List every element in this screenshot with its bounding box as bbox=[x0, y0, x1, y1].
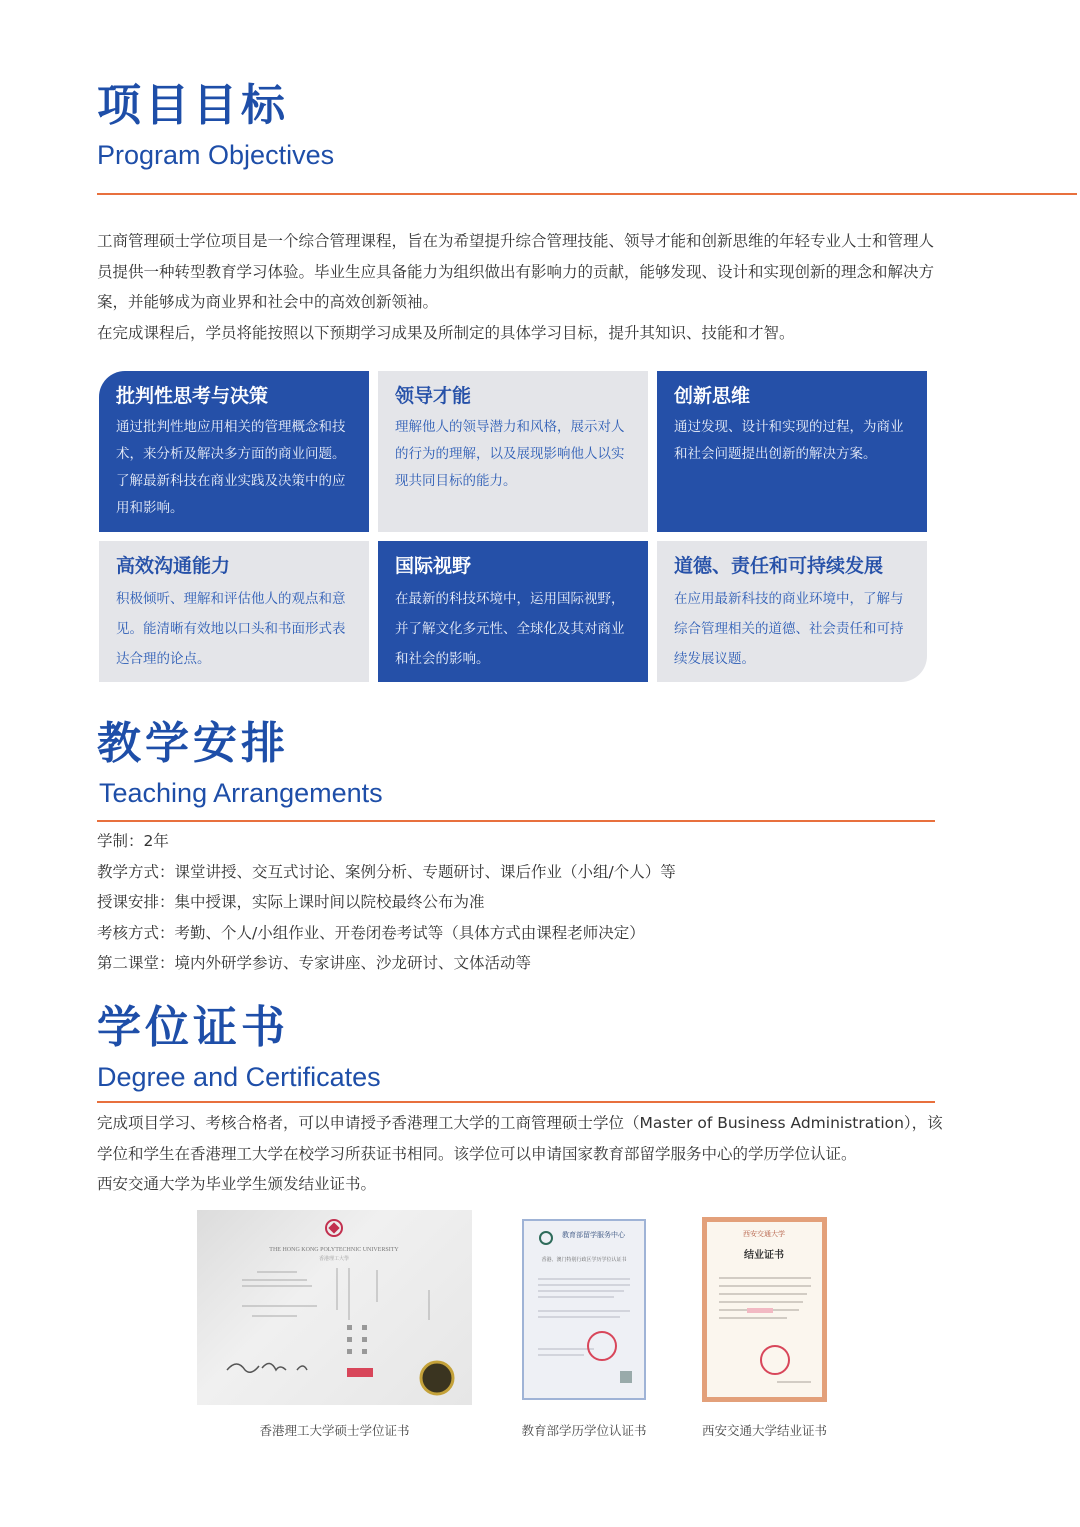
moe-verification-certificate-image bbox=[522, 1219, 646, 1400]
teaching-schedule: 授课安排：集中授课，实际上课时间以院校最终公布为准 bbox=[97, 893, 485, 911]
signature-icon bbox=[262, 1363, 286, 1370]
objectives-intro bbox=[97, 226, 947, 348]
objective-card-ethics bbox=[657, 541, 927, 682]
degree-title-zh: 学位证书 bbox=[97, 1002, 289, 1053]
signature-icon bbox=[297, 1366, 307, 1370]
card-body: 通过发现、设计和实现的过程，为商业和社会问题提出创新的解决方案。 bbox=[674, 419, 904, 462]
card-title: 高效沟通能力 bbox=[116, 555, 231, 577]
objective-card-leadership bbox=[378, 371, 648, 532]
card-body: 积极倾听、理解和评估他人的观点和意见。能清晰有效地以口头和书面形式表达合理的论点。 bbox=[116, 591, 346, 667]
teaching-duration: 学制：2年 bbox=[97, 832, 169, 850]
polyu-certificate-header: THE HONG KONG POLYTECHNIC UNIVERSITY bbox=[269, 1247, 399, 1253]
objectives-divider bbox=[97, 193, 1077, 195]
polyu-degree-certificate-image bbox=[197, 1210, 472, 1405]
moe-certificate-header: 教育部留学服务中心 bbox=[562, 1231, 625, 1239]
xjtu-certificate-illustration bbox=[707, 1222, 822, 1397]
polyu-certificate-header-zh: 香港理工大學 bbox=[318, 1256, 350, 1262]
objective-card-global-vision bbox=[378, 541, 648, 682]
degree-paragraph-1: 完成项目学习、考核合格者，可以申请授予香港理工大学的工商管理硕士学位（Master of Business Administration），该学位和学生在香港理工大学在校学习所获证书相同。该学位可以申请国家教育部留学服务中心的学历学位认证。 bbox=[97, 1114, 943, 1163]
red-seal-icon bbox=[588, 1332, 616, 1360]
xjtu-certificate-title: 结业证书 bbox=[744, 1250, 784, 1261]
moe-logo-icon bbox=[540, 1232, 552, 1244]
polyu-certificate-illustration bbox=[197, 1210, 472, 1405]
moe-certificate-illustration bbox=[524, 1221, 644, 1398]
objective-card-innovation bbox=[657, 371, 927, 532]
redacted-mark-icon bbox=[747, 1308, 773, 1313]
card-title: 批判性思考与决策 bbox=[116, 385, 269, 407]
objective-card-critical-thinking bbox=[99, 371, 369, 532]
card-title: 道德、责任和可持续发展 bbox=[674, 555, 884, 577]
card-body: 在最新的科技环境中，运用国际视野，并了解文化多元性、全球化及其对商业和社会的影响。 bbox=[395, 591, 625, 667]
teaching-assessment: 考核方式：考勤、个人/小组作业、开卷闭卷考试等（具体方式由课程老师决定） bbox=[97, 923, 645, 942]
xjtu-completion-certificate-image bbox=[702, 1217, 827, 1402]
teaching-divider bbox=[97, 820, 935, 822]
signature-icon bbox=[227, 1364, 259, 1372]
degree-paragraph-2: 西安交通大学为毕业学生颁发结业证书。 bbox=[97, 1175, 377, 1193]
degree-title-en: Degree and Certificates bbox=[97, 1062, 381, 1092]
teaching-title-en: Teaching Arrangements bbox=[99, 778, 383, 808]
teaching-list bbox=[97, 826, 957, 979]
card-body: 理解他人的领导潜力和风格，展示对人的行为的理解，以及展现影响他人以实现共同目标的能力。 bbox=[395, 419, 625, 489]
objective-card-communication bbox=[99, 541, 369, 682]
qr-code-icon bbox=[620, 1371, 632, 1383]
card-title: 领导才能 bbox=[395, 385, 472, 407]
degree-divider bbox=[97, 1101, 935, 1103]
red-stamp-icon bbox=[347, 1368, 373, 1377]
teaching-methods: 教学方式：课堂讲授、交互式讨论、案例分析、专题研讨、课后作业（小组/个人）等 bbox=[97, 862, 676, 881]
card-body: 在应用最新科技的商业环境中，了解与综合管理相关的道德、社会责任和可持续发展议题。 bbox=[674, 591, 904, 667]
teaching-extracurricular: 第二课堂：境内外研学参访、专家讲座、沙龙研讨、文体活动等 bbox=[97, 954, 532, 972]
teaching-title-zh: 教学安排 bbox=[97, 718, 289, 769]
polyu-certificate-caption: 香港理工大学硕士学位证书 bbox=[259, 1423, 410, 1438]
objectives-title-en: Program Objectives bbox=[97, 140, 335, 170]
gold-seal-icon bbox=[421, 1362, 453, 1394]
card-title: 创新思维 bbox=[674, 385, 751, 407]
degree-intro bbox=[97, 1108, 955, 1200]
xjtu-certificate-header: 西安交通大学 bbox=[743, 1230, 785, 1238]
card-title: 国际视野 bbox=[395, 555, 472, 577]
objectives-paragraph-2: 在完成课程后，学员将能按照以下预期学习成果及所制定的具体学习目标，提升其知识、技能和才智。 bbox=[97, 323, 795, 342]
xjtu-certificate-caption: 西安交通大学结业证书 bbox=[701, 1423, 827, 1438]
red-seal-icon bbox=[761, 1346, 789, 1374]
objectives-paragraph-1: 工商管理硕士学位项目是一个综合管理课程，旨在为希望提升综合管理技能、领导才能和创新思维的年轻专业人士和管理人员提供一种转型教育学习体验。毕业生应具备能力为组织做出有影响力的贡献，能够发现、设计和实现创新的理念和解决方案，并能够成为商业界和社会中的高效创新领袖。 bbox=[97, 232, 935, 311]
polyu-logo-icon bbox=[326, 1220, 342, 1236]
moe-certificate-header-zh: 香港、澳门特别行政区学历学位认证书 bbox=[541, 1257, 627, 1263]
objectives-title-zh: 项目目标 bbox=[97, 80, 289, 131]
card-body: 通过批判性地应用相关的管理概念和技术，来分析及解决多方面的商业问题。了解最新科技在商业实践及决策中的应用和影响。 bbox=[116, 419, 346, 516]
moe-certificate-caption: 教育部学历学位认证书 bbox=[521, 1423, 647, 1438]
